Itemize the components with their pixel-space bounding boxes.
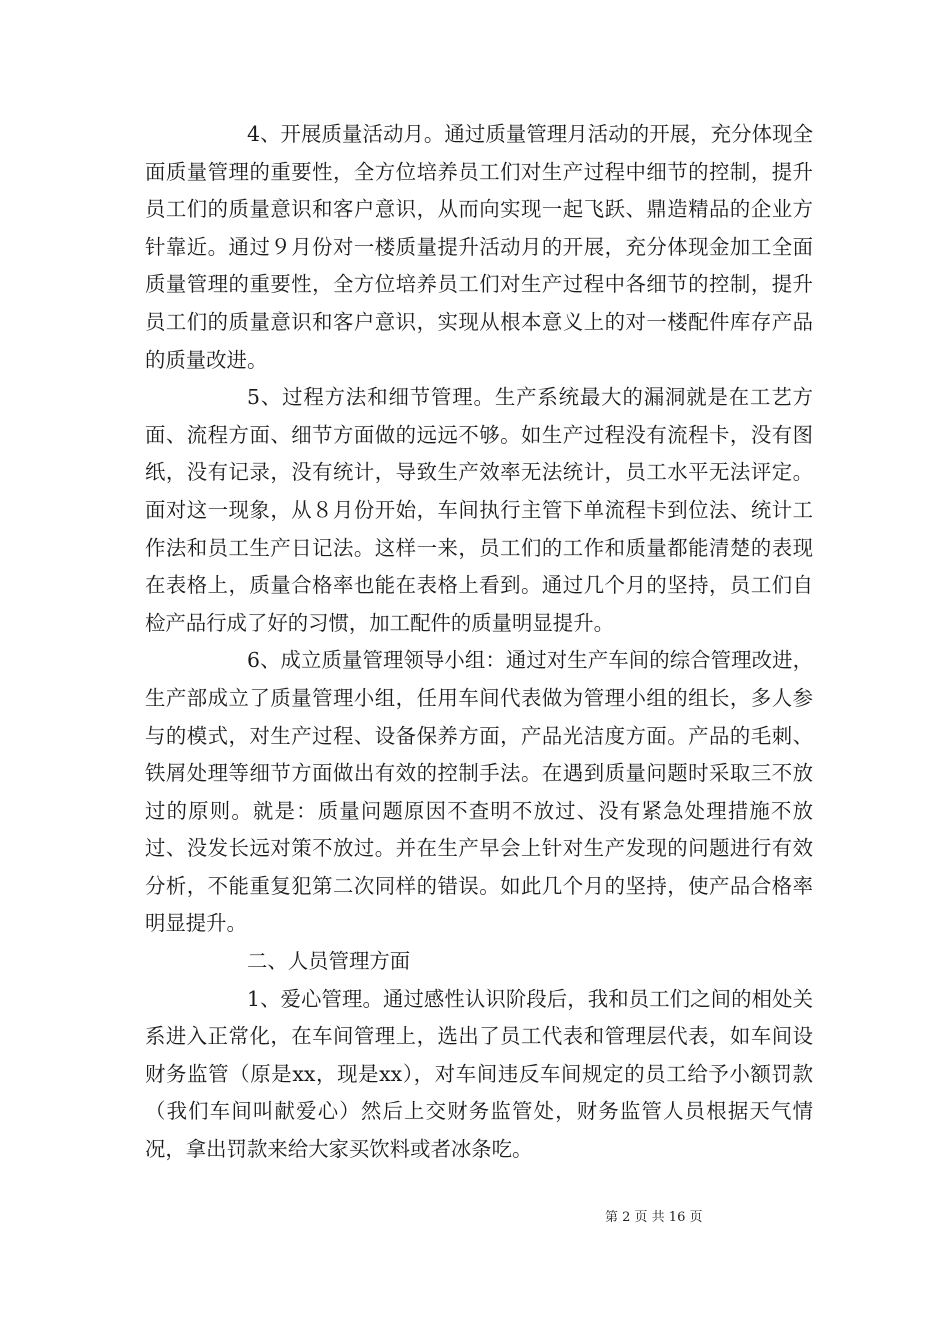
paragraph-love-management: 1、爱心管理。通过感性认识阶段后，我和员工们之间的相处关系进入正常化，在车间管理上，选出了员工代表和管理层代表，如车间设财务监管（原是xx，现是xx），对车间违反车间规定的员工给予小额罚款（我们车间叫献爱心）然后上交财务监管处，财务监管人员根据天气情况，拿出罚款来给大家买饮料或者冰条吃。 <box>145 986 813 1162</box>
paragraph-process-detail: 5、过程方法和细节管理。生产系统最大的漏洞就是在工艺方面、流程方面、细节方面做的远远不够。如生产过程没有流程卡，没有图纸，没有记录，没有统计，导致生产效率无法统计，员工水平无法评定。面对这一现象，从８月份开始，车间执行主管下单流程卡到位法、统计工作法和员工生产日记法。这样一来，员工们的工作和质量都能清楚的表现在表格上，质量合格率也能在表格上看到。通过几个月的坚持，员工们自检产品行成了好的习惯，加工配件的质量明显提升。 <box>145 385 813 635</box>
section-heading-personnel: 二、人员管理方面 <box>247 949 411 974</box>
body-text <box>145 116 813 1169</box>
paragraph-quality-month: 4、开展质量活动月。通过质量管理月活动的开展，充分体现全面质量管理的重要性，全方位培养员工们对生产过程中细节的控制，提升员工们的质量意识和客户意识，从而向实现一起飞跃、鼎造精品的企业方针靠近。通过９月份对一楼质量提升活动月的开展，充分体现金加工全面质量管理的重要性，全方位培养员工们对生产过程中各细节的控制，提升员工们的质量意识和客户意识，实现从根本意义上的对一楼配件库存产品的质量改进。 <box>145 122 813 372</box>
paragraph-quality-team: 6、成立质量管理领导小组：通过对生产车间的综合管理改进，生产部成立了质量管理小组，任用车间代表做为管理小组的组长，多人参与的模式，对生产过程、设备保养方面，产品光洁度方面。产品的毛刺、铁屑处理等细节方面做出有效的控制手法。在遇到质量问题时采取三不放过的原则。就是：质量问题原因不查明不放过、没有紧急处理措施不放过、没发长远对策不放过。并在生产早会上针对生产发现的问题进行有效分析，不能重复犯第二次同样的错误。如此几个月的坚持，使产品合格率明显提升。 <box>145 648 813 936</box>
page-number-footer: 第 2 页 共 16 页 <box>605 1210 703 1225</box>
